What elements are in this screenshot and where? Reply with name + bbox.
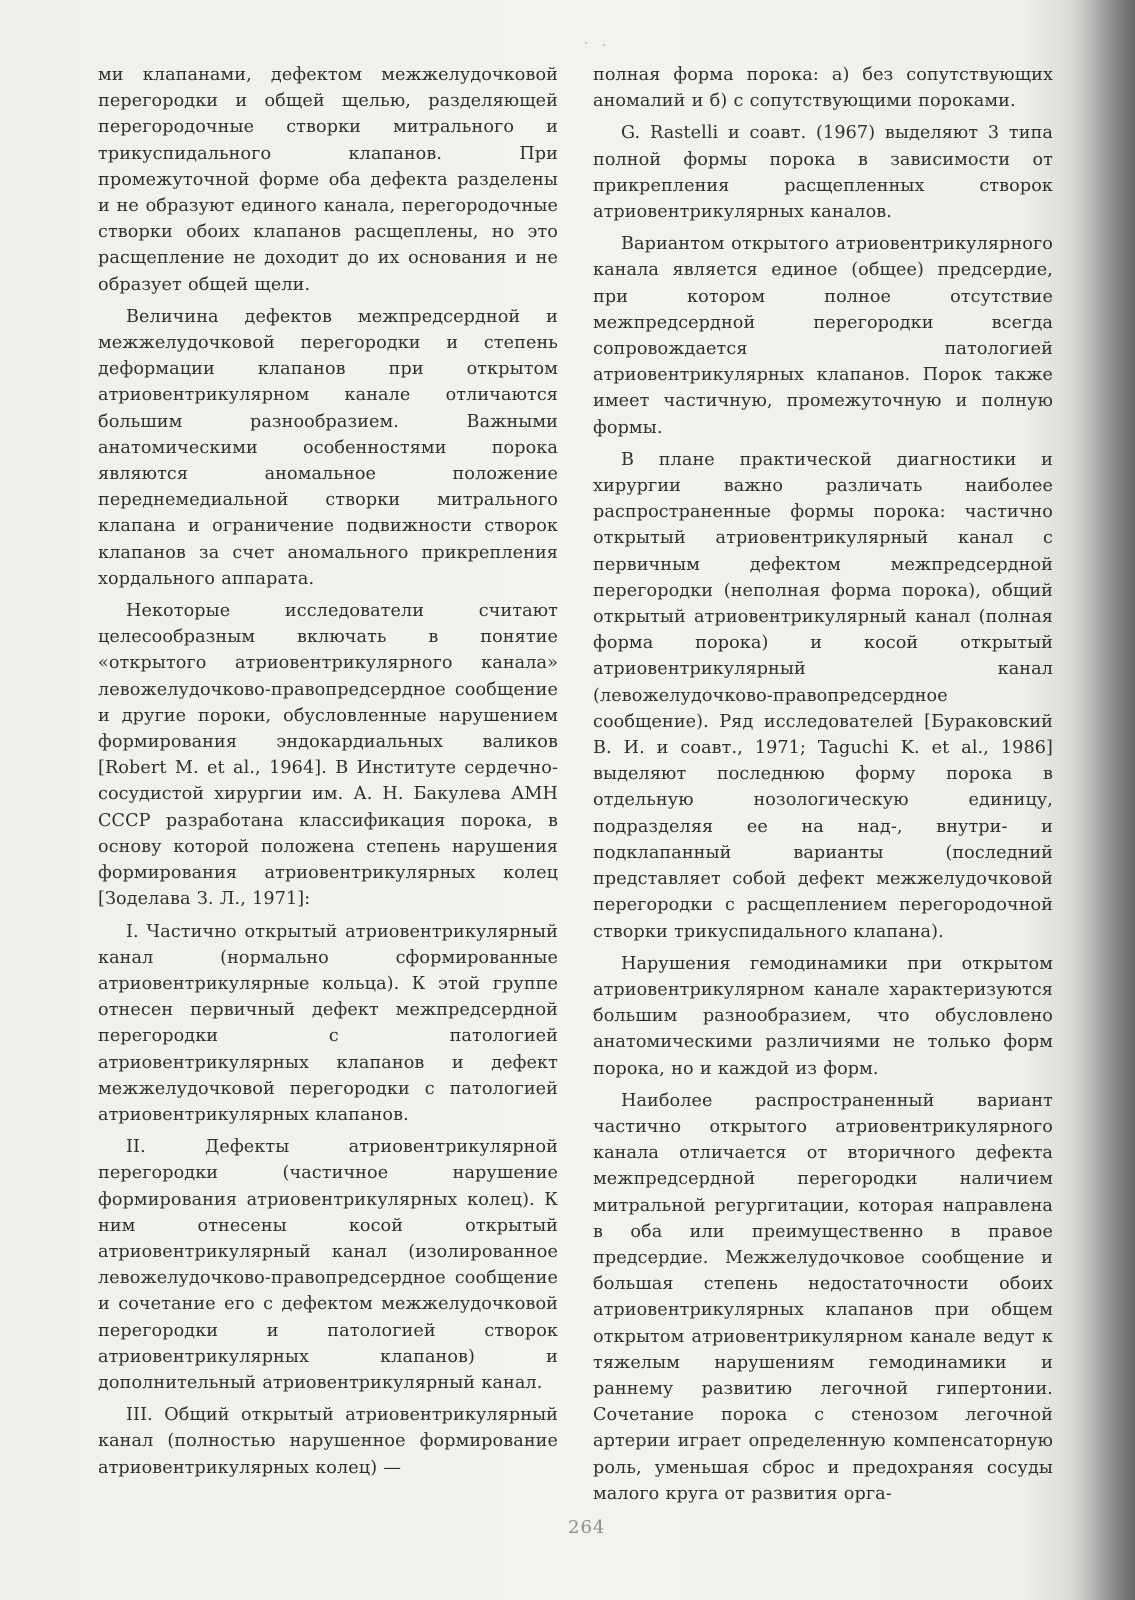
paragraph: полная форма порока: а) без сопутствующих аномалий и б) с сопутствующими пороками. bbox=[593, 65, 1053, 112]
scan-speck bbox=[585, 42, 587, 44]
paragraph: Наиболее распространенный вариант частично открытого атриовентрикулярного канала отличается от вторичного дефекта межпредсердной перегородки наличием митральной регургитации, которая направлена в оба или преимущественно в правое предсердие. Межжелудочковое сообщение и большая степень недостаточности обоих атриовентрикулярных клапанов при общем открытом атриовентрикулярном канале ведут к тяжелым нарушениям гемодинамики и раннему развитию легочной гипертонии. Сочетание порока с стенозом легочной артерии играет определенную компенсаторную роль, уменьшая сброс и предохраняя сосуды малого круга от развития орга- bbox=[593, 1090, 1053, 1504]
paragraph: ми клапанами, дефектом межжелудочковой перегородки и общей щелью, разделяющей перегородочные створки митрального и трикуспидального клапанов. При промежуточной форме оба дефекта разделены и не образуют единого канала, перегородочные створки обоих клапанов расщеплены, но это расщепление не доходит до их основания и не образует общей щели. bbox=[98, 65, 558, 295]
paragraph: Вариантом открытого атриовентрикулярного канала является единое (общее) предсердие, при котором полное отсутствие межпредсердной перегородки всегда сопровождается патологией атриовентрикулярных клапанов. Порок также имеет частичную, промежуточную и полную формы. bbox=[593, 234, 1053, 438]
paragraph: В плане практической диагностики и хирургии важно различать наиболее распространенные формы порока: частично открытый атриовентрикулярный канал с первичным дефектом межпредсердной перегородки (неполная форма порока), общий открытый атриовентрикулярный канал (полная форма порока) и косой открытый атриовентрикулярный канал (левожелудочково-правопредсердное сообщение). Ряд исследователей [Бураковский В. И. и соавт., 1971; Taguchi K. et al., 1986] выделяют последнюю форму порока в отдельную нозологическую единицу, подразделяя ее на над-, внутри- и подклапанный варианты (последний представляет собой дефект межжелудочковой перегородки с расщеплением перегородочной створки трикуспидального клапана). bbox=[593, 449, 1053, 942]
classification-item: II. Дефекты атриовентрикулярной перегородки (частичное нарушение формирования атриовентрикулярных колец). К ним отнесены косой открытый атриовентрикулярный канал (изолированное левожелудочково-правопредсердное сообщение и сочетание его с дефектом межжелудочковой перегородки и патологией створок атриовентрикулярных клапанов) и дополнительный атриовентрикулярный канал. bbox=[98, 1137, 558, 1393]
classification-item: III. Общий открытый атриовентрикулярный канал (полностью нарушенное формирование атриовентрикулярных колец) — bbox=[98, 1405, 558, 1478]
page-number: 264 bbox=[568, 1517, 606, 1538]
classification-item: I. Частично открытый атриовентрикулярный канал (нормально сформированные атриовентрикулярные кольца). К этой группе отнесен первичный дефект межпредсердной перегородки с патологией атриовентрикулярных клапанов и дефект межжелудочковой перегородки с патологией атриовентрикулярных клапанов. bbox=[98, 921, 558, 1125]
paragraph: Нарушения гемодинамики при открытом атриовентрикулярном канале характеризуются большим разнообразием, что обусловлено анатомическими различиями не только форм порока, но и каждой из форм. bbox=[593, 953, 1053, 1079]
scan-speck bbox=[603, 44, 605, 46]
paragraph: Величина дефектов межпредсердной и межжелудочковой перегородки и степень деформации клапанов при открытом атриовентрикулярном канале отличаются большим разнообразием. Важными анатомическими особенностями порока являются аномальное положение переднемедиальной створки митрального клапана и ограничение подвижности створок клапанов за счет аномального прикрепления хордального аппарата. bbox=[98, 306, 558, 589]
paragraph: G. Rastelli и соавт. (1967) выделяют 3 типа полной формы порока в зависимости от прикрепления расщепленных створок атриовентрикулярных каналов. bbox=[593, 123, 1053, 223]
right-text-column bbox=[593, 62, 1053, 1513]
left-text-column bbox=[98, 62, 558, 1487]
paragraph: Некоторые исследователи считают целесообразным включать в понятие «открытого атриовентрикулярного канала» левожелудочково-правопредсердное сообщение и другие пороки, обусловленные нарушением формирования эндокардиальных валиков [Robert M. et al., 1964]. В Институте сердечно-сосудистой хирургии им. А. Н. Бакулева АМН СССР разработана классификация порока, в основу которой положена степень нарушения формирования атриовентрикулярных колец [Зоделава З. Л., 1971]: bbox=[98, 601, 558, 910]
